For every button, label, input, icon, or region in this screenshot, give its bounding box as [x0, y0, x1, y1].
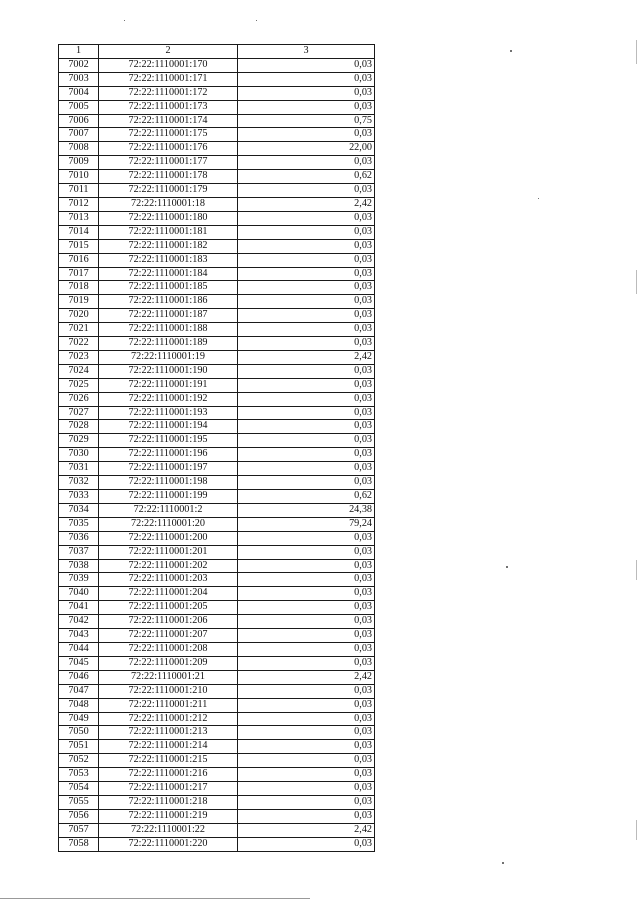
cadastral-number: 72:22:1110001:220 [99, 837, 238, 851]
scan-edge-mark [636, 820, 637, 840]
row-number: 7028 [59, 420, 99, 434]
table-row [59, 281, 375, 295]
row-number: 7043 [59, 629, 99, 643]
cadastral-number: 72:22:1110001:215 [99, 754, 238, 768]
area-value: 0,03 [238, 545, 375, 559]
cadastral-number: 72:22:1110001:185 [99, 281, 238, 295]
row-number: 7025 [59, 378, 99, 392]
cadastral-number: 72:22:1110001:182 [99, 239, 238, 253]
area-value: 0,03 [238, 601, 375, 615]
row-number: 7044 [59, 642, 99, 656]
area-value: 2,42 [238, 670, 375, 684]
cadastral-number: 72:22:1110001:170 [99, 58, 238, 72]
row-number: 7029 [59, 434, 99, 448]
row-number: 7003 [59, 72, 99, 86]
area-value: 0,03 [238, 184, 375, 198]
table-row [59, 434, 375, 448]
table-row [59, 128, 375, 142]
cadastral-number: 72:22:1110001:189 [99, 337, 238, 351]
cadastral-number: 72:22:1110001:22 [99, 823, 238, 837]
table-row [59, 573, 375, 587]
area-value: 22,00 [238, 142, 375, 156]
cadastral-number: 72:22:1110001:211 [99, 698, 238, 712]
cadastral-number: 72:22:1110001:217 [99, 782, 238, 796]
area-value: 0,03 [238, 406, 375, 420]
row-number: 7004 [59, 86, 99, 100]
row-number: 7021 [59, 323, 99, 337]
cadastral-number: 72:22:1110001:181 [99, 225, 238, 239]
cadastral-number: 72:22:1110001:172 [99, 86, 238, 100]
area-value: 0,03 [238, 809, 375, 823]
table-row [59, 72, 375, 86]
cadastral-number: 72:22:1110001:197 [99, 462, 238, 476]
cadastral-number: 72:22:1110001:174 [99, 114, 238, 128]
row-number: 7020 [59, 309, 99, 323]
scan-edge-mark [636, 270, 637, 294]
area-value: 0,03 [238, 531, 375, 545]
table-header-row [59, 45, 375, 59]
table-row [59, 684, 375, 698]
land-parcel-table [58, 44, 375, 852]
row-number: 7042 [59, 615, 99, 629]
table-row [59, 503, 375, 517]
cadastral-number: 72:22:1110001:216 [99, 768, 238, 782]
scan-speck [506, 566, 508, 568]
scan-speck [256, 20, 257, 21]
row-number: 7046 [59, 670, 99, 684]
cadastral-number: 72:22:1110001:213 [99, 726, 238, 740]
table-row [59, 309, 375, 323]
cadastral-number: 72:22:1110001:191 [99, 378, 238, 392]
area-value: 0,03 [238, 211, 375, 225]
area-value: 0,03 [238, 267, 375, 281]
row-number: 7058 [59, 837, 99, 851]
cadastral-number: 72:22:1110001:187 [99, 309, 238, 323]
area-value: 0,03 [238, 420, 375, 434]
area-value: 0,03 [238, 225, 375, 239]
cadastral-number: 72:22:1110001:21 [99, 670, 238, 684]
cadastral-number: 72:22:1110001:209 [99, 656, 238, 670]
row-number: 7055 [59, 795, 99, 809]
table-row [59, 225, 375, 239]
row-number: 7035 [59, 517, 99, 531]
row-number: 7033 [59, 490, 99, 504]
table-row [59, 58, 375, 72]
cadastral-number: 72:22:1110001:205 [99, 601, 238, 615]
cadastral-number: 72:22:1110001:195 [99, 434, 238, 448]
table-row [59, 197, 375, 211]
area-value: 0,03 [238, 837, 375, 851]
cadastral-number: 72:22:1110001:188 [99, 323, 238, 337]
area-value: 0,62 [238, 170, 375, 184]
table-row [59, 587, 375, 601]
scan-speck [510, 50, 512, 52]
table-row [59, 392, 375, 406]
table-row [59, 239, 375, 253]
area-value: 0,03 [238, 476, 375, 490]
row-number: 7052 [59, 754, 99, 768]
area-value: 0,03 [238, 364, 375, 378]
area-value: 0,03 [238, 768, 375, 782]
area-value: 0,03 [238, 698, 375, 712]
table-row [59, 295, 375, 309]
row-number: 7049 [59, 712, 99, 726]
table-row [59, 545, 375, 559]
table-row [59, 462, 375, 476]
cadastral-number: 72:22:1110001:186 [99, 295, 238, 309]
area-value: 2,42 [238, 197, 375, 211]
row-number: 7051 [59, 740, 99, 754]
row-number: 7008 [59, 142, 99, 156]
row-number: 7048 [59, 698, 99, 712]
row-number: 7053 [59, 768, 99, 782]
cadastral-number: 72:22:1110001:194 [99, 420, 238, 434]
table-row [59, 490, 375, 504]
table-row [59, 378, 375, 392]
row-number: 7045 [59, 656, 99, 670]
area-value: 0,03 [238, 740, 375, 754]
table-row [59, 364, 375, 378]
cadastral-number: 72:22:1110001:198 [99, 476, 238, 490]
cadastral-number: 72:22:1110001:208 [99, 642, 238, 656]
row-number: 7056 [59, 809, 99, 823]
cadastral-number: 72:22:1110001:207 [99, 629, 238, 643]
scan-bottom-rule [0, 898, 310, 899]
table-row [59, 170, 375, 184]
area-value: 0,03 [238, 128, 375, 142]
scan-edge-mark [636, 40, 637, 64]
row-number: 7017 [59, 267, 99, 281]
table-row [59, 768, 375, 782]
table-row [59, 448, 375, 462]
table-row [59, 156, 375, 170]
scan-speck [538, 198, 539, 199]
area-value: 24,38 [238, 503, 375, 517]
table-row [59, 323, 375, 337]
row-number: 7023 [59, 350, 99, 364]
table-row [59, 517, 375, 531]
cadastral-number: 72:22:1110001:203 [99, 573, 238, 587]
area-value: 0,03 [238, 642, 375, 656]
cadastral-number: 72:22:1110001:202 [99, 559, 238, 573]
scan-speck [502, 862, 504, 864]
area-value: 0,03 [238, 72, 375, 86]
row-number: 7012 [59, 197, 99, 211]
area-value: 0,03 [238, 795, 375, 809]
area-value: 0,62 [238, 490, 375, 504]
row-number: 7013 [59, 211, 99, 225]
area-value: 0,03 [238, 100, 375, 114]
table-row [59, 740, 375, 754]
table-row [59, 476, 375, 490]
row-number: 7027 [59, 406, 99, 420]
table-row [59, 337, 375, 351]
table-row [59, 114, 375, 128]
cadastral-number: 72:22:1110001:193 [99, 406, 238, 420]
cadastral-number: 72:22:1110001:204 [99, 587, 238, 601]
row-number: 7030 [59, 448, 99, 462]
area-value: 0,03 [238, 253, 375, 267]
row-number: 7005 [59, 100, 99, 114]
row-number: 7057 [59, 823, 99, 837]
area-value: 0,03 [238, 462, 375, 476]
cadastral-number: 72:22:1110001:177 [99, 156, 238, 170]
table-row [59, 211, 375, 225]
table-row [59, 629, 375, 643]
row-number: 7010 [59, 170, 99, 184]
row-number: 7015 [59, 239, 99, 253]
area-value: 0,03 [238, 726, 375, 740]
row-number: 7038 [59, 559, 99, 573]
area-value: 0,03 [238, 86, 375, 100]
table-row [59, 142, 375, 156]
row-number: 7014 [59, 225, 99, 239]
area-value: 0,03 [238, 392, 375, 406]
cadastral-number: 72:22:1110001:18 [99, 197, 238, 211]
area-value: 2,42 [238, 823, 375, 837]
table-row [59, 531, 375, 545]
table-row [59, 837, 375, 851]
row-number: 7024 [59, 364, 99, 378]
table-row [59, 754, 375, 768]
area-value: 0,03 [238, 559, 375, 573]
row-number: 7006 [59, 114, 99, 128]
header-col-2: 2 [99, 45, 238, 59]
table-row [59, 656, 375, 670]
table-row [59, 350, 375, 364]
area-value: 0,03 [238, 587, 375, 601]
table-row [59, 782, 375, 796]
cadastral-number: 72:22:1110001:180 [99, 211, 238, 225]
area-value: 2,42 [238, 350, 375, 364]
area-value: 0,03 [238, 712, 375, 726]
table-row [59, 601, 375, 615]
row-number: 7050 [59, 726, 99, 740]
area-value: 0,03 [238, 295, 375, 309]
header-col-3: 3 [238, 45, 375, 59]
table-row [59, 726, 375, 740]
table-row [59, 253, 375, 267]
row-number: 7047 [59, 684, 99, 698]
cadastral-number: 72:22:1110001:218 [99, 795, 238, 809]
cadastral-number: 72:22:1110001:206 [99, 615, 238, 629]
row-number: 7018 [59, 281, 99, 295]
cadastral-number: 72:22:1110001:214 [99, 740, 238, 754]
area-value: 0,03 [238, 629, 375, 643]
table-row [59, 267, 375, 281]
row-number: 7040 [59, 587, 99, 601]
row-number: 7054 [59, 782, 99, 796]
row-number: 7037 [59, 545, 99, 559]
cadastral-number: 72:22:1110001:176 [99, 142, 238, 156]
area-value: 79,24 [238, 517, 375, 531]
cadastral-number: 72:22:1110001:173 [99, 100, 238, 114]
cadastral-number: 72:22:1110001:210 [99, 684, 238, 698]
row-number: 7016 [59, 253, 99, 267]
cadastral-number: 72:22:1110001:179 [99, 184, 238, 198]
cadastral-number: 72:22:1110001:184 [99, 267, 238, 281]
row-number: 7031 [59, 462, 99, 476]
cadastral-number: 72:22:1110001:196 [99, 448, 238, 462]
cadastral-number: 72:22:1110001:212 [99, 712, 238, 726]
row-number: 7007 [59, 128, 99, 142]
row-number: 7032 [59, 476, 99, 490]
cadastral-number: 72:22:1110001:192 [99, 392, 238, 406]
area-value: 0,03 [238, 754, 375, 768]
table-row [59, 698, 375, 712]
table-body [59, 58, 375, 851]
area-value: 0,03 [238, 378, 375, 392]
header-col-1: 1 [59, 45, 99, 59]
cadastral-number: 72:22:1110001:199 [99, 490, 238, 504]
table-row [59, 406, 375, 420]
row-number: 7022 [59, 337, 99, 351]
area-value: 0,03 [238, 58, 375, 72]
row-number: 7039 [59, 573, 99, 587]
table-row [59, 184, 375, 198]
area-value: 0,03 [238, 281, 375, 295]
cadastral-number: 72:22:1110001:183 [99, 253, 238, 267]
cadastral-number: 72:22:1110001:190 [99, 364, 238, 378]
area-value: 0,75 [238, 114, 375, 128]
cadastral-number: 72:22:1110001:2 [99, 503, 238, 517]
area-value: 0,03 [238, 323, 375, 337]
row-number: 7036 [59, 531, 99, 545]
cadastral-number: 72:22:1110001:201 [99, 545, 238, 559]
table-row [59, 809, 375, 823]
area-value: 0,03 [238, 782, 375, 796]
row-number: 7026 [59, 392, 99, 406]
row-number: 7041 [59, 601, 99, 615]
row-number: 7011 [59, 184, 99, 198]
cadastral-number: 72:22:1110001:200 [99, 531, 238, 545]
area-value: 0,03 [238, 448, 375, 462]
cadastral-number: 72:22:1110001:19 [99, 350, 238, 364]
table-row [59, 670, 375, 684]
cadastral-number: 72:22:1110001:178 [99, 170, 238, 184]
row-number: 7009 [59, 156, 99, 170]
row-number: 7019 [59, 295, 99, 309]
table-row [59, 642, 375, 656]
table-row [59, 100, 375, 114]
area-value: 0,03 [238, 156, 375, 170]
area-value: 0,03 [238, 656, 375, 670]
row-number: 7002 [59, 58, 99, 72]
cadastral-number: 72:22:1110001:20 [99, 517, 238, 531]
cadastral-number: 72:22:1110001:175 [99, 128, 238, 142]
table-row [59, 86, 375, 100]
table-row [59, 559, 375, 573]
row-number: 7034 [59, 503, 99, 517]
scan-edge-mark [636, 560, 637, 580]
table-row [59, 615, 375, 629]
area-value: 0,03 [238, 615, 375, 629]
cadastral-number: 72:22:1110001:219 [99, 809, 238, 823]
table-row [59, 823, 375, 837]
area-value: 0,03 [238, 309, 375, 323]
area-value: 0,03 [238, 337, 375, 351]
area-value: 0,03 [238, 434, 375, 448]
table-row [59, 420, 375, 434]
table-row [59, 795, 375, 809]
scan-speck [124, 20, 125, 21]
table-row [59, 712, 375, 726]
area-value: 0,03 [238, 684, 375, 698]
area-value: 0,03 [238, 239, 375, 253]
area-value: 0,03 [238, 573, 375, 587]
cadastral-number: 72:22:1110001:171 [99, 72, 238, 86]
